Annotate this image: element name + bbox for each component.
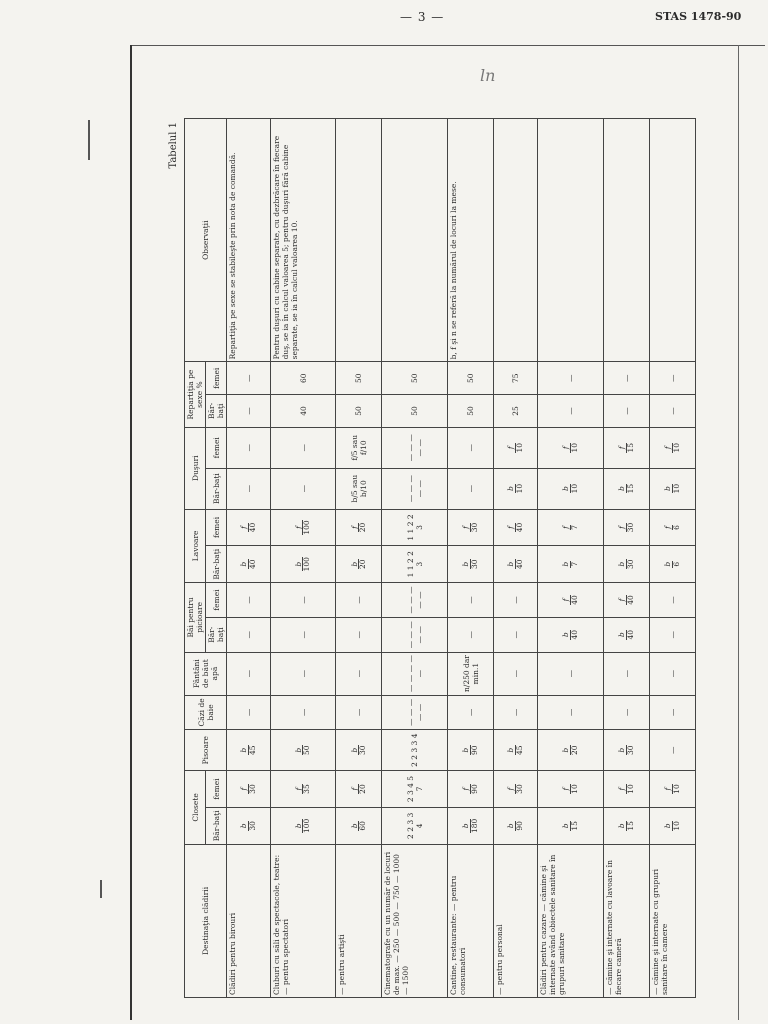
sanitary-fixtures-table (184, 118, 696, 998)
fraction: f 100 (293, 520, 312, 535)
fraction: b 40 (616, 629, 635, 640)
cell-wc-m (227, 807, 271, 844)
cell-wc-m (336, 807, 382, 844)
header-baths: Căzi de baie (185, 695, 227, 730)
fraction: b 40 (560, 629, 579, 640)
cell-split-f: 60 (270, 362, 336, 395)
fraction: b 15 (616, 483, 635, 494)
cell-shower-m: — (270, 468, 336, 509)
fraction: b 10 (506, 483, 525, 494)
cell-wc-f (227, 771, 271, 808)
cell-destination: Cinematografe cu un număr de locuri de max. — 250 — 500 — 750 — 1000 — 1500 (382, 844, 448, 997)
cell-foot-m: — (227, 617, 271, 652)
fraction: b 10 (662, 483, 681, 494)
cell-sink-m: 1 1 2 2 3 (382, 546, 448, 583)
table-row (603, 119, 649, 998)
cell-destination: Clădiri pentru cazare — cămine şi internate având obiectele sanitare în grupuri sanitare (537, 844, 603, 997)
cell-sink-m (448, 546, 494, 583)
cell-split-m: — (537, 395, 603, 428)
cell-destination: — pentru artişti (336, 844, 382, 997)
cell-observations: Repartiţia pe sexe se stabileşte prin nota de comandă. (227, 119, 271, 362)
cell-observations: b, f şi n se referă la numărul de locuri la mese. (448, 119, 494, 362)
fraction: f 30 (506, 784, 525, 794)
fraction: f 15 (616, 442, 635, 453)
cell-bath: — (603, 695, 649, 730)
header-sinks: Lavoare (185, 509, 206, 583)
cell-wc-m (649, 807, 695, 844)
cell-foot-m: — (336, 617, 382, 652)
cell-shower-f: — — — — — (382, 427, 448, 468)
cell-wc-m (494, 807, 538, 844)
cell-destination: — cămine şi internate cu grupuri sanitare în camere (649, 844, 695, 997)
header-women: femei (206, 771, 227, 808)
cell-observations (494, 119, 538, 362)
fraction: f 20 (349, 784, 368, 794)
cell-split-f: — (227, 362, 271, 395)
header-women: femei (206, 583, 227, 618)
cell-sink-f (494, 509, 538, 546)
cell-destination: — cămine şi internate cu lavoare în fiecare cameră (603, 844, 649, 997)
cell-sink-m (494, 546, 538, 583)
fraction: f 10 (506, 442, 525, 453)
table-row (494, 119, 538, 998)
fraction: f 10 (662, 442, 681, 453)
cell-split-m: 50 (382, 395, 448, 428)
cell-sink-m (227, 546, 271, 583)
fraction: b 15 (560, 821, 579, 831)
cell-sink-m (537, 546, 603, 583)
header-women: femei (206, 509, 227, 546)
cell-sink-f (336, 509, 382, 546)
fraction: b 60 (349, 821, 368, 831)
fraction: f 7 (560, 525, 579, 530)
cell-shower-m: — (448, 468, 494, 509)
cell-shower-m (494, 468, 538, 509)
cell-bath: — (270, 695, 336, 730)
cell-observations (382, 119, 448, 362)
cell-wc-f (649, 771, 695, 808)
cell-wc-m (448, 807, 494, 844)
cell-fountain: — (494, 652, 538, 695)
header-men: Băr-baţi (206, 546, 227, 583)
cell-shower-f: — (227, 427, 271, 468)
fraction: f 6 (662, 525, 681, 530)
cell-split-f: — (603, 362, 649, 395)
cell-foot-m: — (270, 617, 336, 652)
cell-split-f: — (649, 362, 695, 395)
cell-bath: — — — — — (382, 695, 448, 730)
table-row (270, 119, 336, 998)
cell-urinal (537, 730, 603, 771)
cell-observations (336, 119, 382, 362)
header-urinals: Pisoare (185, 730, 227, 771)
cell-split-m: 50 (336, 395, 382, 428)
cell-sink-f: 1 1 2 2 3 (382, 509, 448, 546)
fraction: f 40 (560, 595, 579, 605)
fraction: b 6 (662, 561, 681, 567)
cell-shower-m (649, 468, 695, 509)
cell-urinal (336, 730, 382, 771)
table-row (537, 119, 603, 998)
cell-bath: — (494, 695, 538, 730)
fraction: f 20 (349, 522, 368, 533)
cell-split-m: — (227, 395, 271, 428)
cell-sink-m (336, 546, 382, 583)
cell-sink-f (227, 509, 271, 546)
fraction: b 30 (616, 559, 635, 570)
rotated-table-wrapper (168, 118, 696, 998)
cell-foot-m: — (649, 617, 695, 652)
fraction: b 10 (662, 821, 681, 831)
page-frame-top (130, 45, 765, 46)
cell-foot-f: — (494, 583, 538, 618)
cell-foot-f: — (227, 583, 271, 618)
cell-foot-f (537, 583, 603, 618)
fraction: b 100 (293, 557, 312, 572)
cell-wc-m (603, 807, 649, 844)
cell-sink-m (649, 546, 695, 583)
cell-urinal (227, 730, 271, 771)
standard-code: STAS 1478-90 (655, 10, 742, 23)
fraction: f 30 (616, 522, 635, 533)
cell-bath: — (448, 695, 494, 730)
cell-destination: Cluburi cu săli de spectacole, teatre: — pentru spectatori (270, 844, 336, 997)
fraction: f 40 (616, 595, 635, 605)
header-showers: Duşuri (185, 427, 206, 509)
header-split: Repartiţia pe sexe % (185, 362, 206, 427)
fraction: f 40 (506, 522, 525, 533)
cell-sink-f (649, 509, 695, 546)
fraction: f 35 (293, 784, 312, 794)
cell-wc-m (270, 807, 336, 844)
cell-fountain: — (603, 652, 649, 695)
cell-shower-f (537, 427, 603, 468)
cell-split-m: 50 (448, 395, 494, 428)
cell-split-f: 75 (494, 362, 538, 395)
table-row (382, 119, 448, 998)
fraction: f 10 (662, 784, 681, 794)
cell-shower-f: — (448, 427, 494, 468)
fraction: f 90 (461, 784, 480, 794)
cell-split-m: 40 (270, 395, 336, 428)
cell-wc-f (494, 771, 538, 808)
fraction: b 7 (560, 561, 579, 567)
table-row (649, 119, 695, 998)
scan-edge-mark (88, 120, 90, 160)
cell-foot-m: — (448, 617, 494, 652)
cell-split-m: — (649, 395, 695, 428)
cell-shower-f (649, 427, 695, 468)
table-row (448, 119, 494, 998)
cell-shower-m: b/5 sau b/10 (336, 468, 382, 509)
cell-split-f: 50 (382, 362, 448, 395)
table-container (168, 118, 696, 998)
cell-sink-m (603, 546, 649, 583)
cell-foot-f: — — — — — (382, 583, 448, 618)
header-destination: Destinaţia clădirii (185, 844, 227, 997)
cell-sink-f (603, 509, 649, 546)
cell-observations (603, 119, 649, 362)
table-caption: Tabelul 1 (168, 122, 179, 169)
cell-fountain: — — — — — (382, 652, 448, 695)
cell-observations: Pentru duşuri cu cabine separate, cu dezbrăcare în fiecare duş, se ia în calcul valoarea 5; pentru duşuri fără cabine separate, se ia în calcul valoarea 10. (270, 119, 336, 362)
cell-urinal: 2 2 3 3 4 (382, 730, 448, 771)
fraction: b 20 (349, 559, 368, 570)
cell-foot-m: — (494, 617, 538, 652)
header-footbaths: Băi pentru picioare (185, 583, 206, 652)
cell-observations (537, 119, 603, 362)
fraction: f 10 (616, 784, 635, 794)
cell-fountain: — (649, 652, 695, 695)
cell-shower-f: f/5 sau f/10 (336, 427, 382, 468)
cell-foot-m (603, 617, 649, 652)
scan-edge-mark (100, 880, 102, 898)
cell-shower-m (537, 468, 603, 509)
cell-bath: — (227, 695, 271, 730)
cell-foot-f: — (270, 583, 336, 618)
header-women: femei (206, 427, 227, 468)
cell-wc-m: 2 2 3 3 4 (382, 807, 448, 844)
cell-fountain: — (336, 652, 382, 695)
cell-foot-m (537, 617, 603, 652)
cell-sink-m (270, 546, 336, 583)
fraction: b 50 (293, 745, 312, 755)
cell-wc-f: 2 3 4 5 7 (382, 771, 448, 808)
cell-split-m: 25 (494, 395, 538, 428)
cell-observations (649, 119, 695, 362)
fraction: b 15 (616, 821, 635, 831)
table-row (227, 119, 271, 998)
cell-sink-f (270, 509, 336, 546)
cell-shower-f: — (270, 427, 336, 468)
cell-foot-m: — — — — — (382, 617, 448, 652)
cell-bath: — (649, 695, 695, 730)
cell-fountain: — (270, 652, 336, 695)
fraction: b 10 (560, 483, 579, 494)
cell-wc-f (270, 771, 336, 808)
fraction: b 30 (461, 559, 480, 570)
header-men: Băr-baţi (206, 807, 227, 844)
cell-sink-f (448, 509, 494, 546)
cell-foot-f: — (336, 583, 382, 618)
cell-wc-f (448, 771, 494, 808)
cell-fountain: — (227, 652, 271, 695)
cell-urinal (270, 730, 336, 771)
fraction: b 45 (506, 745, 525, 755)
header-women: femei (206, 362, 227, 395)
header-men: Băr-baţi (206, 468, 227, 509)
table-body (227, 119, 696, 998)
cell-shower-f (494, 427, 538, 468)
header-fountains: Fântâni de băut apă (185, 652, 227, 695)
cell-bath: — (537, 695, 603, 730)
cell-shower-m: — — — — — (382, 468, 448, 509)
cell-wc-f (603, 771, 649, 808)
fraction: f 10 (560, 784, 579, 794)
fraction: b 20 (560, 745, 579, 755)
cell-urinal (448, 730, 494, 771)
cell-sink-f (537, 509, 603, 546)
fraction: f 30 (238, 784, 257, 794)
binding-margin-line (130, 45, 132, 1020)
fraction: b 90 (461, 745, 480, 755)
fraction: b 30 (238, 821, 257, 831)
cell-foot-f: — (649, 583, 695, 618)
cell-split-m: — (603, 395, 649, 428)
cell-destination: — pentru personal (494, 844, 538, 997)
page-frame-right (738, 45, 739, 1020)
fraction: f 10 (560, 442, 579, 453)
cell-shower-m (603, 468, 649, 509)
fraction: b 180 (461, 818, 480, 833)
cell-destination: Cantine, restaurante: — pentru consumatori (448, 844, 494, 997)
cell-shower-f (603, 427, 649, 468)
cell-wc-m (537, 807, 603, 844)
fraction: f 40 (238, 522, 257, 533)
cell-urinal (494, 730, 538, 771)
header-observations: Observaţii (185, 119, 227, 362)
table-row (336, 119, 382, 998)
page-number: — 3 — (400, 10, 445, 24)
handwritten-annotation: ln (480, 66, 496, 85)
fraction: b 40 (506, 559, 525, 570)
cell-urinal (603, 730, 649, 771)
fraction: b 45 (238, 745, 257, 755)
cell-urinal: — (649, 730, 695, 771)
header-men: Băr-baţi (206, 617, 227, 652)
cell-foot-f: — (448, 583, 494, 618)
fraction: f 30 (461, 522, 480, 533)
header-row-1 (185, 119, 206, 998)
header-men: Băr-baţi (206, 395, 227, 428)
cell-split-f: 50 (336, 362, 382, 395)
fraction: b 30 (616, 745, 635, 755)
cell-split-f: — (537, 362, 603, 395)
fraction: b 40 (238, 559, 257, 570)
header-wc: Closete (185, 771, 206, 845)
cell-fountain: n/250 dar min.1 (448, 652, 494, 695)
cell-fountain: — (537, 652, 603, 695)
fraction: b 30 (349, 745, 368, 755)
cell-split-f: 50 (448, 362, 494, 395)
cell-shower-m: — (227, 468, 271, 509)
fraction: b 100 (293, 818, 312, 833)
cell-wc-f (537, 771, 603, 808)
cell-wc-f (336, 771, 382, 808)
cell-bath: — (336, 695, 382, 730)
fraction: b 90 (506, 821, 525, 831)
cell-destination: Clădiri pentru birouri (227, 844, 271, 997)
cell-foot-f (603, 583, 649, 618)
